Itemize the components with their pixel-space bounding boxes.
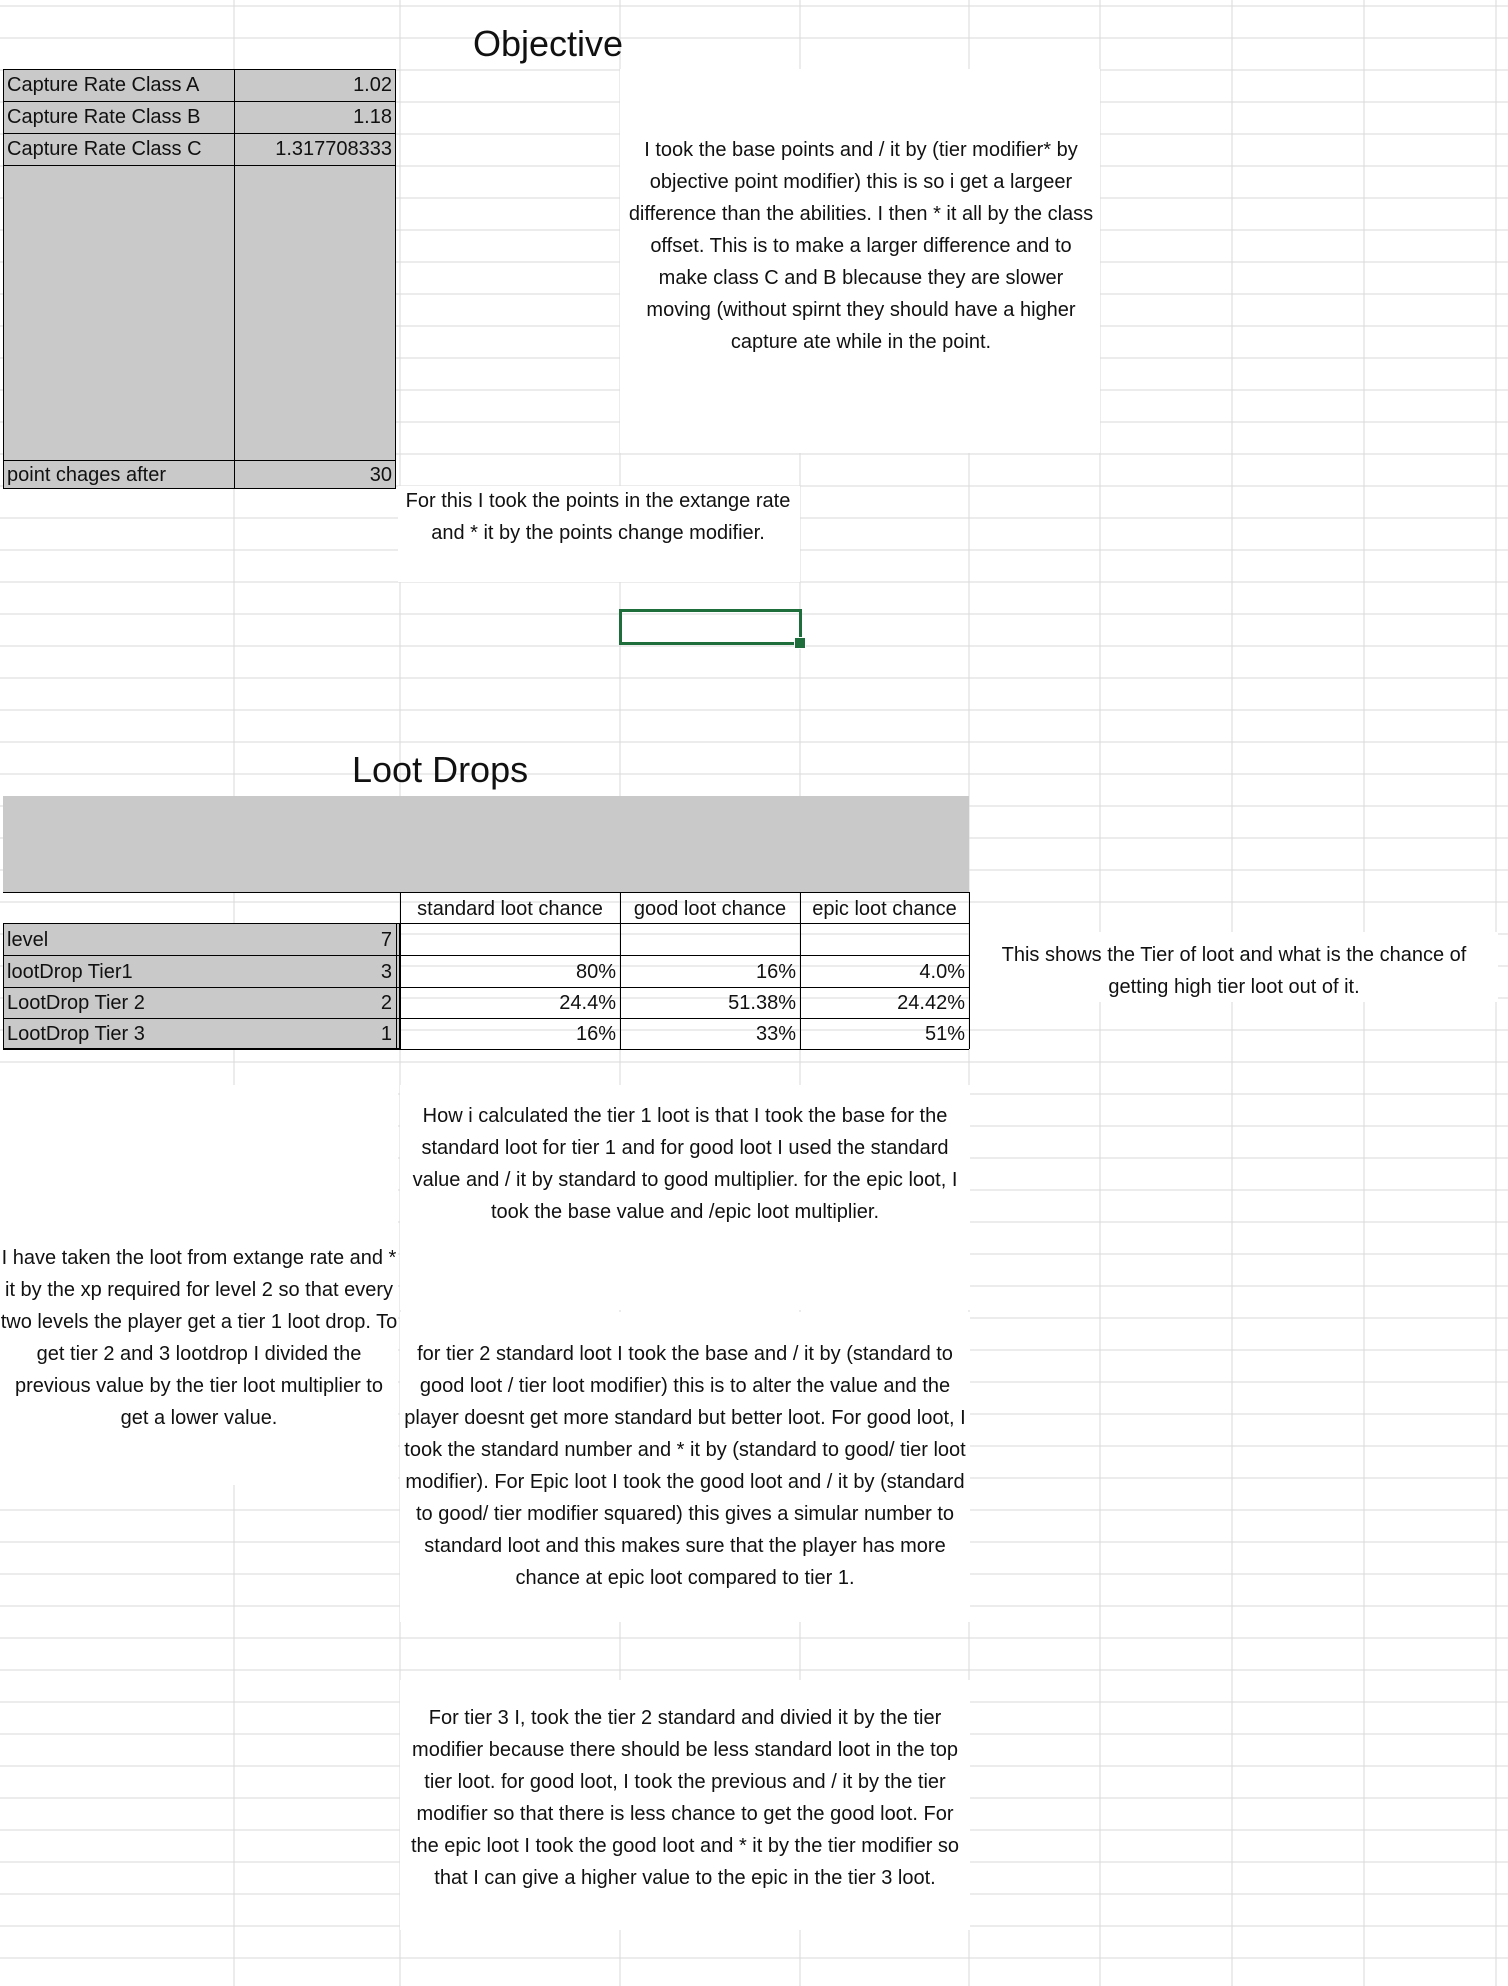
point-note: For this I took the points in the extange rate and * it by the points change modifier. (405, 490, 791, 544)
xp-note: I have taken the loot from extange rate and * it by the xp required for level 2 so that every two levels the player get a tier 1 loot drop. To get tier 2 and 3 lootdrop I divided the previous value by the tier loot multiplier to get a lower value. (0, 1247, 398, 1429)
capture-rate-value[interactable]: 1.02 (353, 74, 392, 96)
standard-loot-cell[interactable]: 16% (575, 1023, 616, 1045)
epic-loot-cell[interactable]: 24.42% (897, 992, 965, 1014)
capture-row-line (3, 165, 396, 166)
capture-note: I took the base points and / it by (tier modifier* by objective point modifier) this is so i get a largeer difference than the abilities. I then * it all by the class offset. This is to make a larger difference and to make class C and B blecause they are slower moving (without spirnt they should have a higher capture ate while in the point. (628, 139, 1094, 353)
capture-rate-label[interactable]: Capture Rate Class C (7, 138, 202, 160)
level-value[interactable]: 7 (380, 929, 392, 951)
capture-rate-value[interactable]: 1.18 (353, 106, 392, 128)
capture-rate-label[interactable]: Capture Rate Class A (7, 74, 200, 96)
loot-tier-label[interactable]: lootDrop Tier1 (7, 961, 133, 983)
capture-rate-label[interactable]: Capture Rate Class B (7, 106, 201, 128)
point-change-label[interactable]: point chages after (7, 464, 166, 486)
epic-loot-cell[interactable]: 4.0% (919, 961, 965, 983)
level-label[interactable]: level (7, 929, 49, 951)
standard-loot-header[interactable]: standard loot chance (417, 898, 603, 920)
loot-tier-label[interactable]: LootDrop Tier 3 (7, 1023, 145, 1045)
loot-tier-label[interactable]: LootDrop Tier 2 (7, 992, 145, 1014)
epic-loot-header[interactable]: epic loot chance (812, 898, 957, 920)
loot-tier-value[interactable]: 1 (380, 1023, 392, 1045)
tier3-note: For tier 3 I, took the tier 2 standard and divied it by the tier modifier because there should be less standard loot in the top tier loot. for good loot, I took the previous and / it by the tier modifier so that there is less chance to get the good loot. For the epic loot I took the good loot and * it by the tier modifier so that I can give a higher value to the epic in the tier 3 loot. (410, 1707, 960, 1889)
loot-drops-heading: Loot Drops (352, 749, 529, 790)
side-note: This shows the Tier of loot and what is the chance of getting high tier loot out of it. (1001, 944, 1467, 998)
loot-level-line (396, 923, 397, 1049)
tier2-note: for tier 2 standard loot I took the base and / it by (standard to good loot / tier loot modifier) this is to alter the value and the player doesnt get more standard but better loot. For good loot, I took the standard number and * it by (standard to good/ tier loot modifier). For Epic loot I took the good loot and / it by (standard to good/ tier modifier squared) this gives a simular number to standard loot and this makes sure that the player has more chance at epic loot compared to tier 1. (404, 1343, 966, 1589)
standard-loot-cell[interactable]: 24.4% (559, 992, 616, 1014)
epic-loot-cell[interactable]: 51% (924, 1023, 965, 1045)
point-change-value[interactable]: 30 (369, 464, 392, 486)
tier1-note: How i calculated the tier 1 loot is that I took the base for the standard loot for tier 1 and for good loot I used the standard value and / it by standard to good multiplier. for the epic loot, I took the base value and /epic loot multiplier. (412, 1105, 958, 1223)
objective-heading: Objective (473, 23, 624, 64)
loot-tier-value[interactable]: 2 (380, 992, 392, 1014)
loot-tier-value[interactable]: 3 (380, 961, 392, 983)
capture-rate-value[interactable]: 1.317708333 (275, 138, 392, 160)
good-loot-cell[interactable]: 51.38% (728, 992, 796, 1014)
loot-header-line (3, 892, 969, 893)
fill-handle[interactable] (794, 637, 806, 649)
good-loot-header[interactable]: good loot chance (633, 898, 787, 920)
selected-cell[interactable] (619, 609, 802, 645)
loot-header-fill (3, 796, 969, 892)
good-loot-cell[interactable]: 33% (755, 1023, 796, 1045)
standard-loot-cell[interactable]: 80% (575, 961, 616, 983)
good-loot-cell[interactable]: 16% (755, 961, 796, 983)
